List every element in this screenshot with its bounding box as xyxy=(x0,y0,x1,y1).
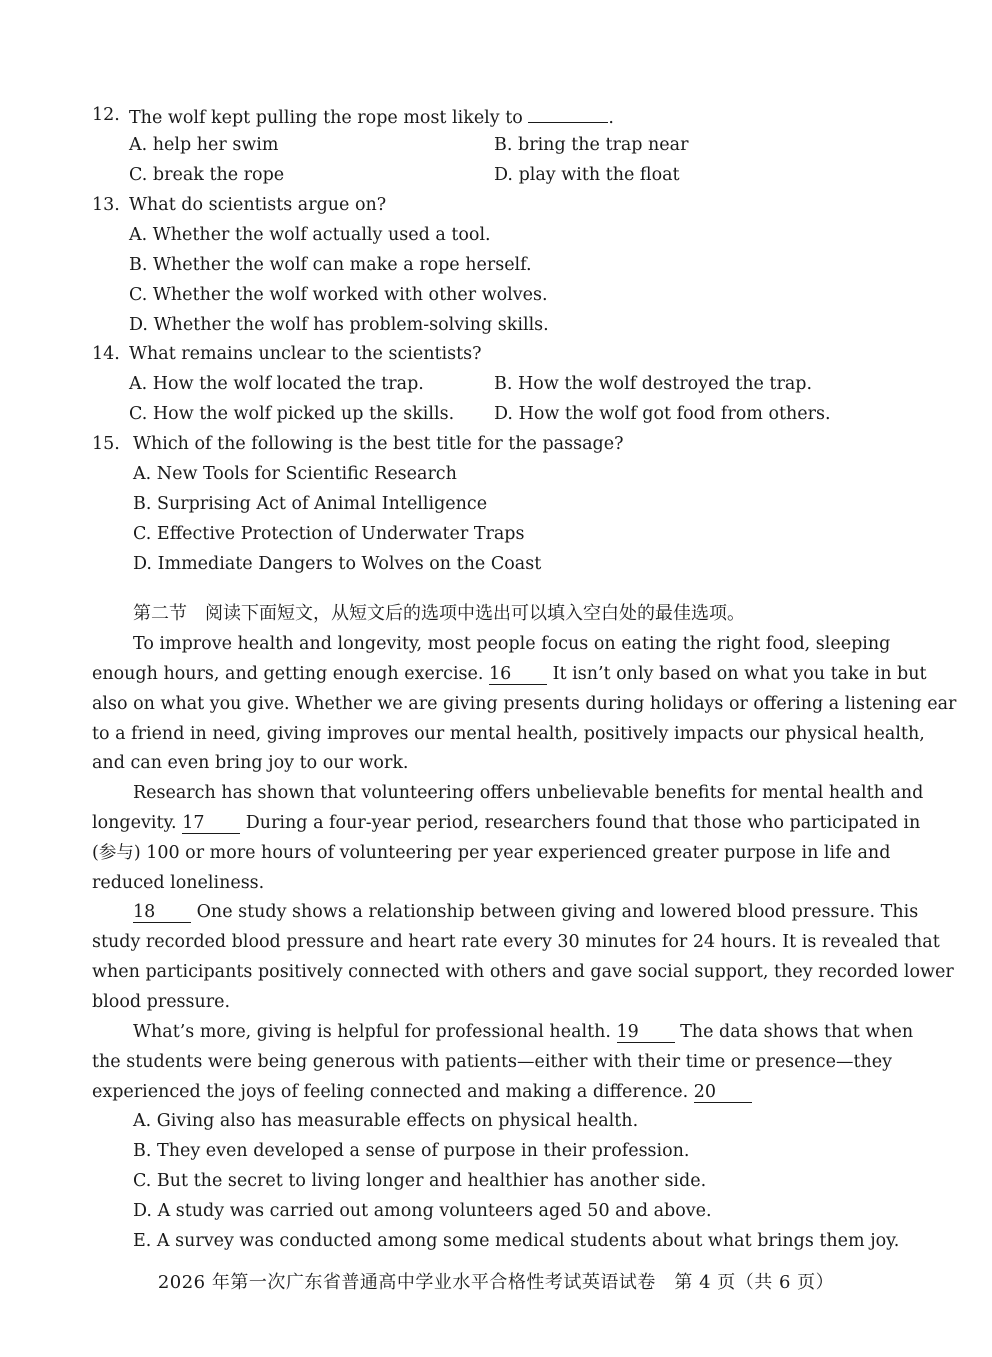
question-stem: What remains unclear to the scientists? xyxy=(129,344,482,364)
answer-blank xyxy=(528,104,608,123)
paragraph-line: blood pressure. xyxy=(92,992,231,1012)
paragraph-line: 18 One study shows a relationship between giving and lowered blood pressure. This xyxy=(133,902,919,922)
option-b: B. How the wolf destroyed the trap. xyxy=(494,374,813,394)
option-a: A. help her swim xyxy=(129,135,279,155)
question-number: 14. xyxy=(92,344,120,364)
paragraph-line: and can even bring joy to our work. xyxy=(92,753,409,773)
paragraph-line: the students were being generous with patients—either with their time or presence—they xyxy=(92,1052,892,1072)
blank-18: 18 xyxy=(133,903,191,923)
paragraph-line: experienced the joys of feeling connected and making a difference. 20 xyxy=(92,1081,882,1103)
question-stem: The wolf kept pulling the rope most likely to xyxy=(129,108,523,128)
paragraph-line: To improve health and longevity, most people focus on eating the right food, sleeping xyxy=(133,634,891,654)
option-c: C. break the rope xyxy=(129,165,285,185)
paragraph-line: when participants positively connected with others and gave social support, they recorded lower xyxy=(92,962,954,982)
question-stem: What do scientists argue on? xyxy=(129,195,387,215)
blank-20: 20 xyxy=(694,1083,752,1103)
paragraph-line: also on what you give. Whether we are giving presents during holidays or offering a listening ear xyxy=(92,694,957,714)
question-number: 15. xyxy=(92,434,120,454)
paragraph-line: longevity. 17 During a four-year period, researchers found that those who participated in xyxy=(92,813,921,833)
paragraph-line: (参与) 100 or more hours of volunteering per year experienced greater purpose in life and xyxy=(92,843,891,863)
blank-17: 17 xyxy=(182,814,240,834)
option-b: B. bring the trap near xyxy=(494,135,689,155)
paragraph-line: What’s more, giving is helpful for professional health. 19 The data shows that when xyxy=(133,1022,914,1042)
question-stem: Which of the following is the best title for the passage? xyxy=(133,434,624,454)
paragraph-line: enough hours, and getting enough exercise. 16 It isn’t only based on what you take in but xyxy=(92,664,927,684)
paragraph-line: reduced loneliness. xyxy=(92,873,265,893)
blank-19: 19 xyxy=(617,1023,675,1043)
paragraph-line: Research has shown that volunteering offers unbelievable benefits for mental health and xyxy=(133,783,924,803)
question-number: 12. xyxy=(92,105,120,125)
page-footer: 2026 年第一次广东省普通高中学业水平合格性考试英语试卷 第 4 页（共 6 页） xyxy=(157,1272,835,1293)
section-heading: 第二节 阅读下面短文，从短文后的选项中选出可以填入空白处的最佳选项。 xyxy=(133,603,745,624)
question-number: 13. xyxy=(92,195,120,215)
option-c: C. How the wolf picked up the skills. xyxy=(129,404,455,424)
option-a: A. How the wolf located the trap. xyxy=(129,374,424,394)
option-d: D. play with the float xyxy=(494,165,680,185)
paragraph-line: study recorded blood pressure and heart rate every 30 minutes for 24 hours. It is revealed that xyxy=(92,932,940,952)
blank-16: 16 xyxy=(489,665,547,685)
paragraph-line: to a friend in need, giving improves our mental health, positively impacts our physical health, xyxy=(92,724,925,744)
option-d: D. How the wolf got food from others. xyxy=(494,404,831,424)
